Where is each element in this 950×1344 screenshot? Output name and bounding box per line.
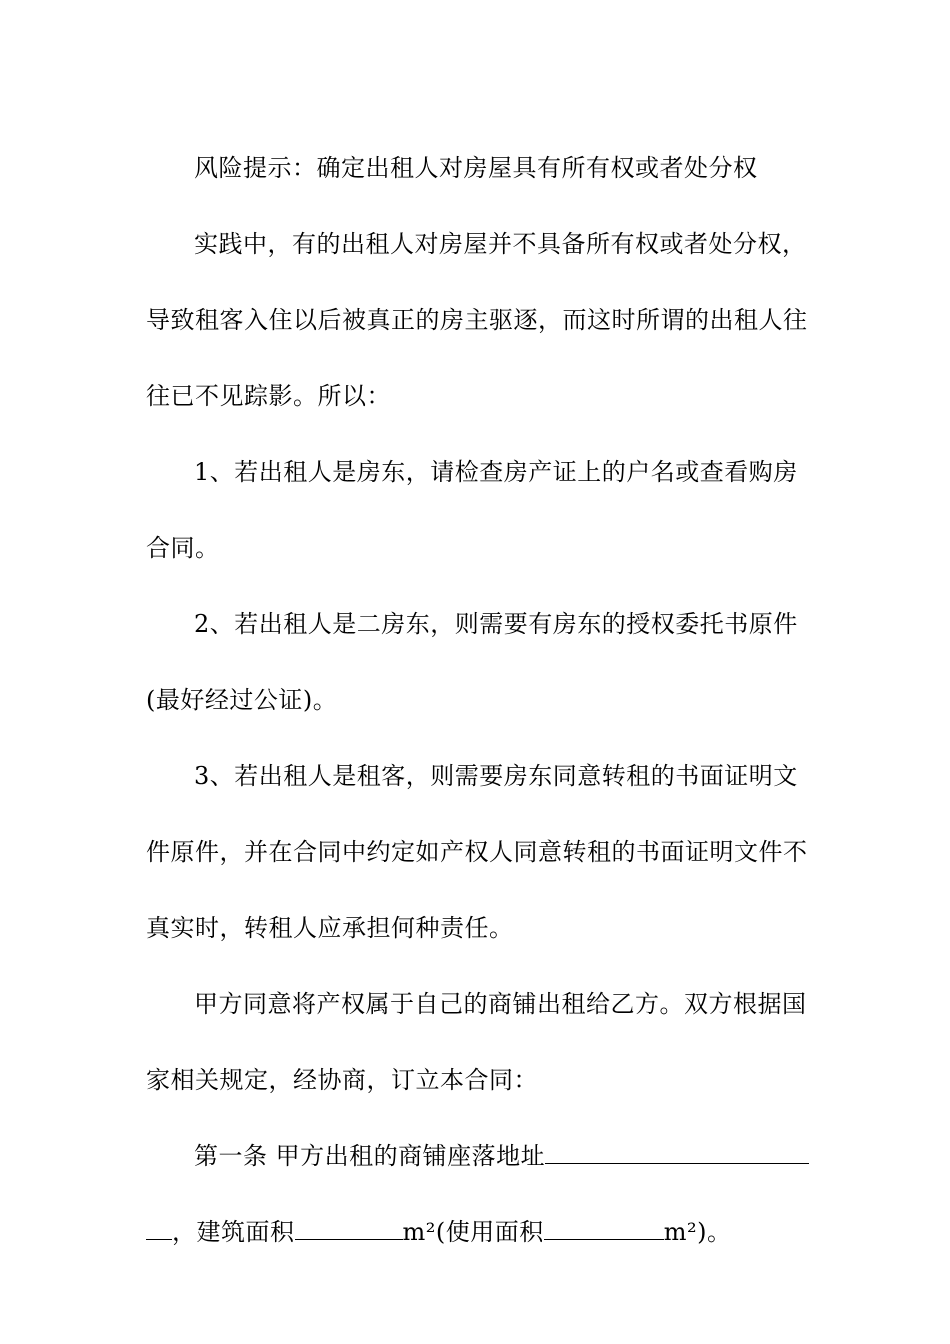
address-blank [545,1137,809,1164]
list-item-3: 3、若出租人是租客，则需要房东同意转租的书面证明文件原件，并在合同中约定如产权人同意转租的书面证明文件不真实时，转租人应承担何种责任。 [146,762,808,942]
building-area-blank [295,1213,403,1240]
agreement-paragraph: 甲方同意将产权属于自己的商铺出租给乙方。双方根据国家相关规定，经协商，订立本合同： [146,990,807,1094]
article-1-paragraph [146,1118,810,1270]
article-1-label: 第一条 甲方出租的商铺座落地址 [194,1142,546,1170]
list-item-2: 2、若出租人是二房东，则需要有房东的授权委托书原件(最好经过公证)。 [146,610,798,714]
risk-warning-heading: 风险提示：确定出租人对房屋具有所有权或者处分权 [194,154,758,182]
usable-area-blank [544,1213,664,1240]
document-page [146,130,810,1270]
building-area-label: ，建筑面积 [172,1218,295,1246]
address-blank-continued [146,1213,172,1240]
practice-paragraph: 实践中，有的出租人对房屋并不具备所有权或者处分权，导致租客入住以后被真正的房主驱逐，而这时所谓的出租人往往已不见踪影。所以： [146,230,808,410]
usable-area-label: m²(使用面积 [402,1218,544,1246]
list-item-1: 1、若出租人是房东，请检查房产证上的户名或查看购房合同。 [146,458,798,562]
usable-area-unit: m²)。 [663,1218,732,1246]
